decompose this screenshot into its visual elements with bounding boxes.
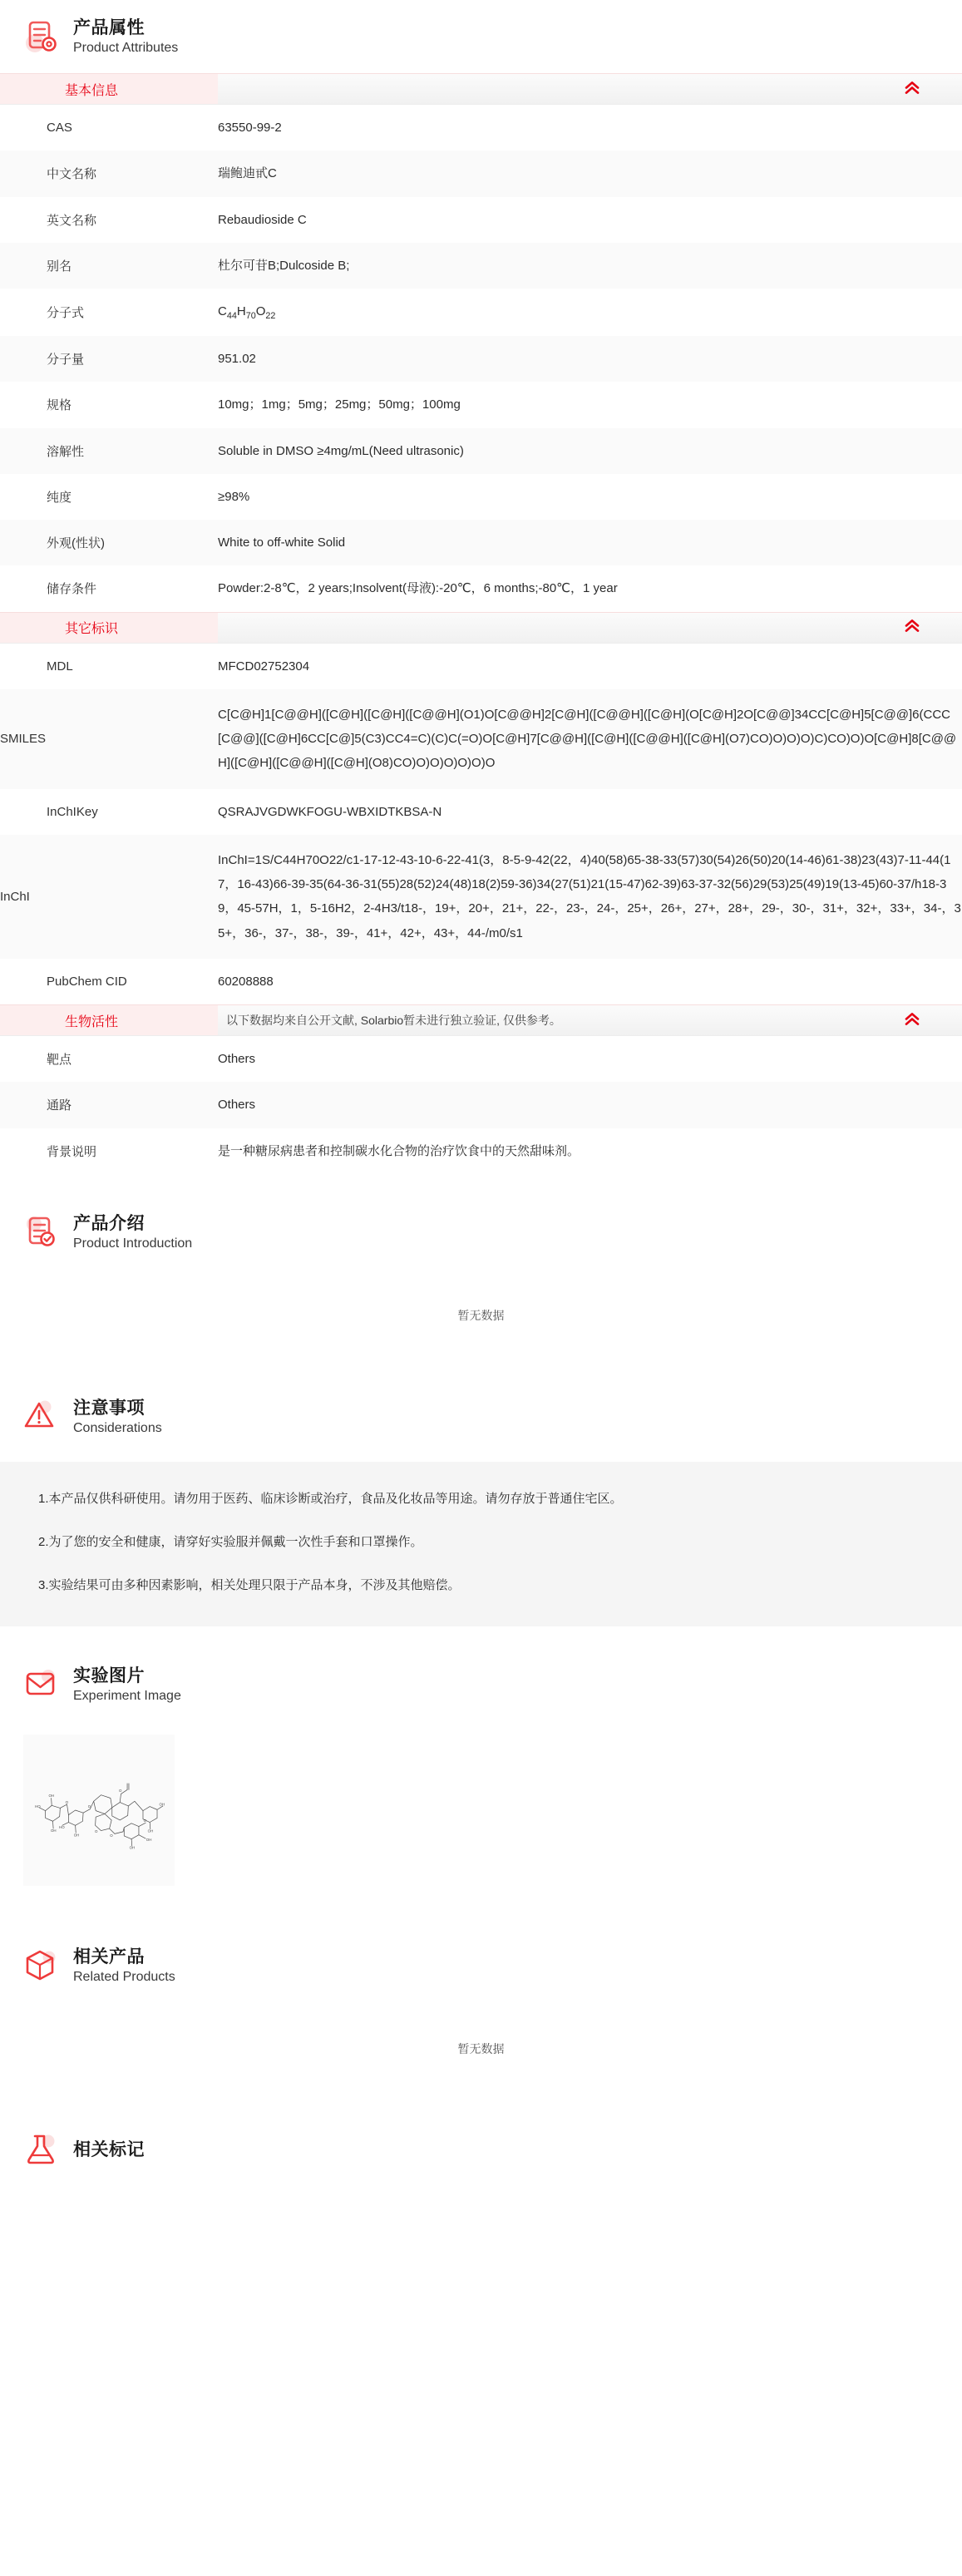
section-header-related-tags <box>0 2114 962 2187</box>
row-key: 分子式 <box>47 306 85 321</box>
section-header-considerations <box>0 1380 962 1453</box>
table-row <box>0 1036 962 1082</box>
table-row <box>0 1128 962 1174</box>
row-value: Powder:2-8℃，2 years;Insolvent(母液):-20℃，6 months;-80℃，1 year <box>218 581 618 596</box>
table-row <box>0 644 962 689</box>
experiment-image-list <box>0 1721 962 1907</box>
section-title-cn: 实验图片 <box>73 1666 145 1685</box>
flask-icon <box>23 2132 62 2170</box>
group-row-bioactivity <box>0 1004 962 1036</box>
row-key: MDL <box>47 659 73 674</box>
group-row-basic <box>0 73 962 105</box>
empty-state-product-introduction: 暂无数据 <box>457 1308 505 1322</box>
row-key: InChIKey <box>47 804 98 819</box>
row-key: 储存条件 <box>47 582 97 597</box>
section-title-en: Considerations <box>73 1420 162 1435</box>
row-key: 别名 <box>0 243 218 289</box>
row-key: CAS <box>47 121 72 136</box>
table-row <box>0 689 962 789</box>
section-header-product-attributes <box>0 0 962 73</box>
section-title-en: Product Introduction <box>73 1236 193 1251</box>
row-key: 溶解性 <box>0 428 218 474</box>
row-value: 63550-99-2 <box>218 121 282 135</box>
row-value: 951.02 <box>218 336 962 382</box>
table-row <box>0 789 962 835</box>
row-key: InChI <box>0 835 218 959</box>
svg-text:O: O <box>94 1828 98 1833</box>
row-key: 分子量 <box>0 336 218 382</box>
row-value: Soluble in DMSO ≥4mg/mL(Need ultrasonic) <box>218 428 962 474</box>
section-header-product-introduction <box>0 1196 962 1269</box>
box-icon <box>23 1947 62 1986</box>
table-row <box>0 105 962 151</box>
considerations-panel <box>0 1462 962 1626</box>
collapse-chevron-up-icon-bioactivity[interactable] <box>904 1012 920 1029</box>
section-header-related-products <box>0 1929 962 2002</box>
row-key: PubChem CID <box>47 974 127 989</box>
row-value-molecular-formula: $C_{44}H_{70}O_{22}$ <box>218 304 276 321</box>
section-title-en: Product Attributes <box>73 40 179 55</box>
row-value: 10mg；1mg；5mg；25mg；50mg；100mg <box>218 397 461 412</box>
svg-text:O: O <box>118 1788 122 1793</box>
svg-text:O: O <box>87 1804 91 1809</box>
row-value: Others <box>218 1052 256 1067</box>
table-row <box>0 382 962 427</box>
table-row <box>0 520 962 565</box>
section-title-en: Experiment Image <box>73 1688 181 1703</box>
row-key: 通路 <box>0 1082 218 1128</box>
document-check-icon <box>23 1214 62 1252</box>
section-title-cn: 产品介绍 <box>73 1213 145 1233</box>
section-title-cn: 产品属性 <box>73 18 145 38</box>
collapse-chevron-up-icon-basic[interactable] <box>904 81 920 98</box>
table-row <box>0 289 962 336</box>
svg-text:O: O <box>110 1833 113 1838</box>
group-label-basic: 基本信息 <box>0 74 218 104</box>
svg-text:OH: OH <box>159 1802 165 1807</box>
row-key: 纯度 <box>47 490 72 505</box>
row-key: 外观(性状) <box>0 520 218 565</box>
group-label-other-ids: 其它标识 <box>0 613 218 643</box>
consideration-item: 2.为了您的安全和健康，请穿好实验服并佩戴一次性手套和口罩操作。 <box>38 1534 423 1549</box>
table-row <box>0 1082 962 1128</box>
svg-text:OH: OH <box>50 1828 57 1833</box>
row-value: 杜尔可苷B;Dulcoside B; <box>218 243 962 289</box>
chemical-structure-graphic <box>31 1760 167 1860</box>
svg-text:O: O <box>65 1799 69 1804</box>
row-value: Others <box>218 1082 962 1128</box>
consideration-item: 3.实验结果可由多种因素影响，相关处理只限于产品本身，不涉及其他赔偿。 <box>38 1577 461 1592</box>
row-value: QSRAJVGDWKFOGU-WBXIDTKBSA-N <box>218 804 442 819</box>
svg-text:OH: OH <box>147 1828 154 1833</box>
table-row <box>0 197 962 243</box>
row-value-inchi: InChI=1S/C44H70O22/c1-17-12-43-10-6-22-41(3，8-5-9-42(22，4)40(58)65-38-33(57)30(54)26(50)20(14-46)61-38)23(43)7-11-44(17，16-43)66-39-35(64-36-31(55)28(52)24(48)18(2)59-36)34(27(51)21(15-47)62-39)63-37-32(56)29(53)25(49)19(13-45)60-37/h18-39，45-57H，1，5-16H2，2-4H3/t18-，19+，20+，21+，22-，23-，24-，25+，26+，27+，28+，29-，30-，31+，32+，33+，34-，35+，36-，37-，38-，39-，41+，42+，43+，44-/m0/s1 <box>218 835 962 959</box>
warning-triangle-icon <box>23 1399 62 1437</box>
table-row <box>0 835 962 959</box>
section-header-experiment-image <box>0 1648 962 1721</box>
document-gear-icon <box>23 18 62 57</box>
product-attributes-table <box>0 73 962 1174</box>
group-note-bioactivity: 以下数据均来自公开文献, Solarbio暂未进行独立验证, 仅供参考。 <box>226 1014 561 1028</box>
experiment-image-thumbnail[interactable] <box>23 1735 175 1886</box>
row-key: SMILES <box>0 689 218 789</box>
table-row <box>0 151 962 196</box>
table-row <box>0 959 962 1004</box>
row-value: ≥98% <box>218 489 250 504</box>
row-key: 靶点 <box>47 1053 72 1068</box>
group-row-other-ids <box>0 612 962 644</box>
table-row <box>0 428 962 474</box>
section-title-cn: 注意事项 <box>73 1398 145 1418</box>
row-value: 是一种糖尿病患者和控制碳水化合物的治疗饮食中的天然甜味剂。 <box>218 1143 580 1158</box>
row-key: 背景说明 <box>47 1144 97 1159</box>
picture-icon <box>23 1666 62 1705</box>
row-value: 瑞鲍迪甙C <box>218 151 962 196</box>
consideration-item: 1.本产品仅供科研使用。请勿用于医药、临床诊断或治疗，食品及化妆品等用途。请勿存放于普通住宅区。 <box>38 1491 623 1506</box>
svg-text:HO: HO <box>35 1804 41 1809</box>
row-value-smiles: C[C@H]1[C@@H]([C@H]([C@H]([C@@H](O1)O[C@@H]2[C@H]([C@@H]([C@H](O[C@H]2O[C@@]34CC[C@H]5[C@@]6(CCC[C@@]([C@H]6CC[C@]5(C3)CC4=C)(C)C(=O)O[C@H]7[C@@H]([C@H]([C@@H]([C@H](O7)CO)O)O)O)C)CO)O)O[C@H]8[C@@H]([C@H]([C@@H]([C@H](O8)CO)O)O)O)O)O)O <box>218 689 962 789</box>
svg-text:OH: OH <box>129 1845 136 1850</box>
svg-text:OH: OH <box>48 1794 55 1799</box>
row-value: Rebaudioside C <box>218 212 307 227</box>
row-value: White to off-white Solid <box>218 520 962 565</box>
section-title-cn: 相关标记 <box>73 2140 145 2160</box>
empty-state-related-products: 暂无数据 <box>457 2041 505 2055</box>
row-key: 中文名称 <box>0 151 218 196</box>
svg-text:OH: OH <box>146 1838 152 1843</box>
collapse-chevron-up-icon-other-ids[interactable] <box>904 619 920 636</box>
svg-text:HO: HO <box>59 1824 65 1829</box>
svg-text:OH: OH <box>73 1833 80 1838</box>
row-value: MFCD02752304 <box>218 659 310 674</box>
row-key: 规格 <box>47 398 72 413</box>
group-label-bioactivity: 生物活性 <box>0 1005 218 1035</box>
table-row <box>0 243 962 289</box>
row-value: 60208888 <box>218 974 274 989</box>
svg-text:O: O <box>143 1818 147 1823</box>
row-key: 英文名称 <box>47 213 97 228</box>
table-row <box>0 474 962 520</box>
section-title-en: Related Products <box>73 1969 175 1984</box>
section-title-cn: 相关产品 <box>73 1947 145 1967</box>
table-row <box>0 565 962 611</box>
table-row <box>0 336 962 382</box>
